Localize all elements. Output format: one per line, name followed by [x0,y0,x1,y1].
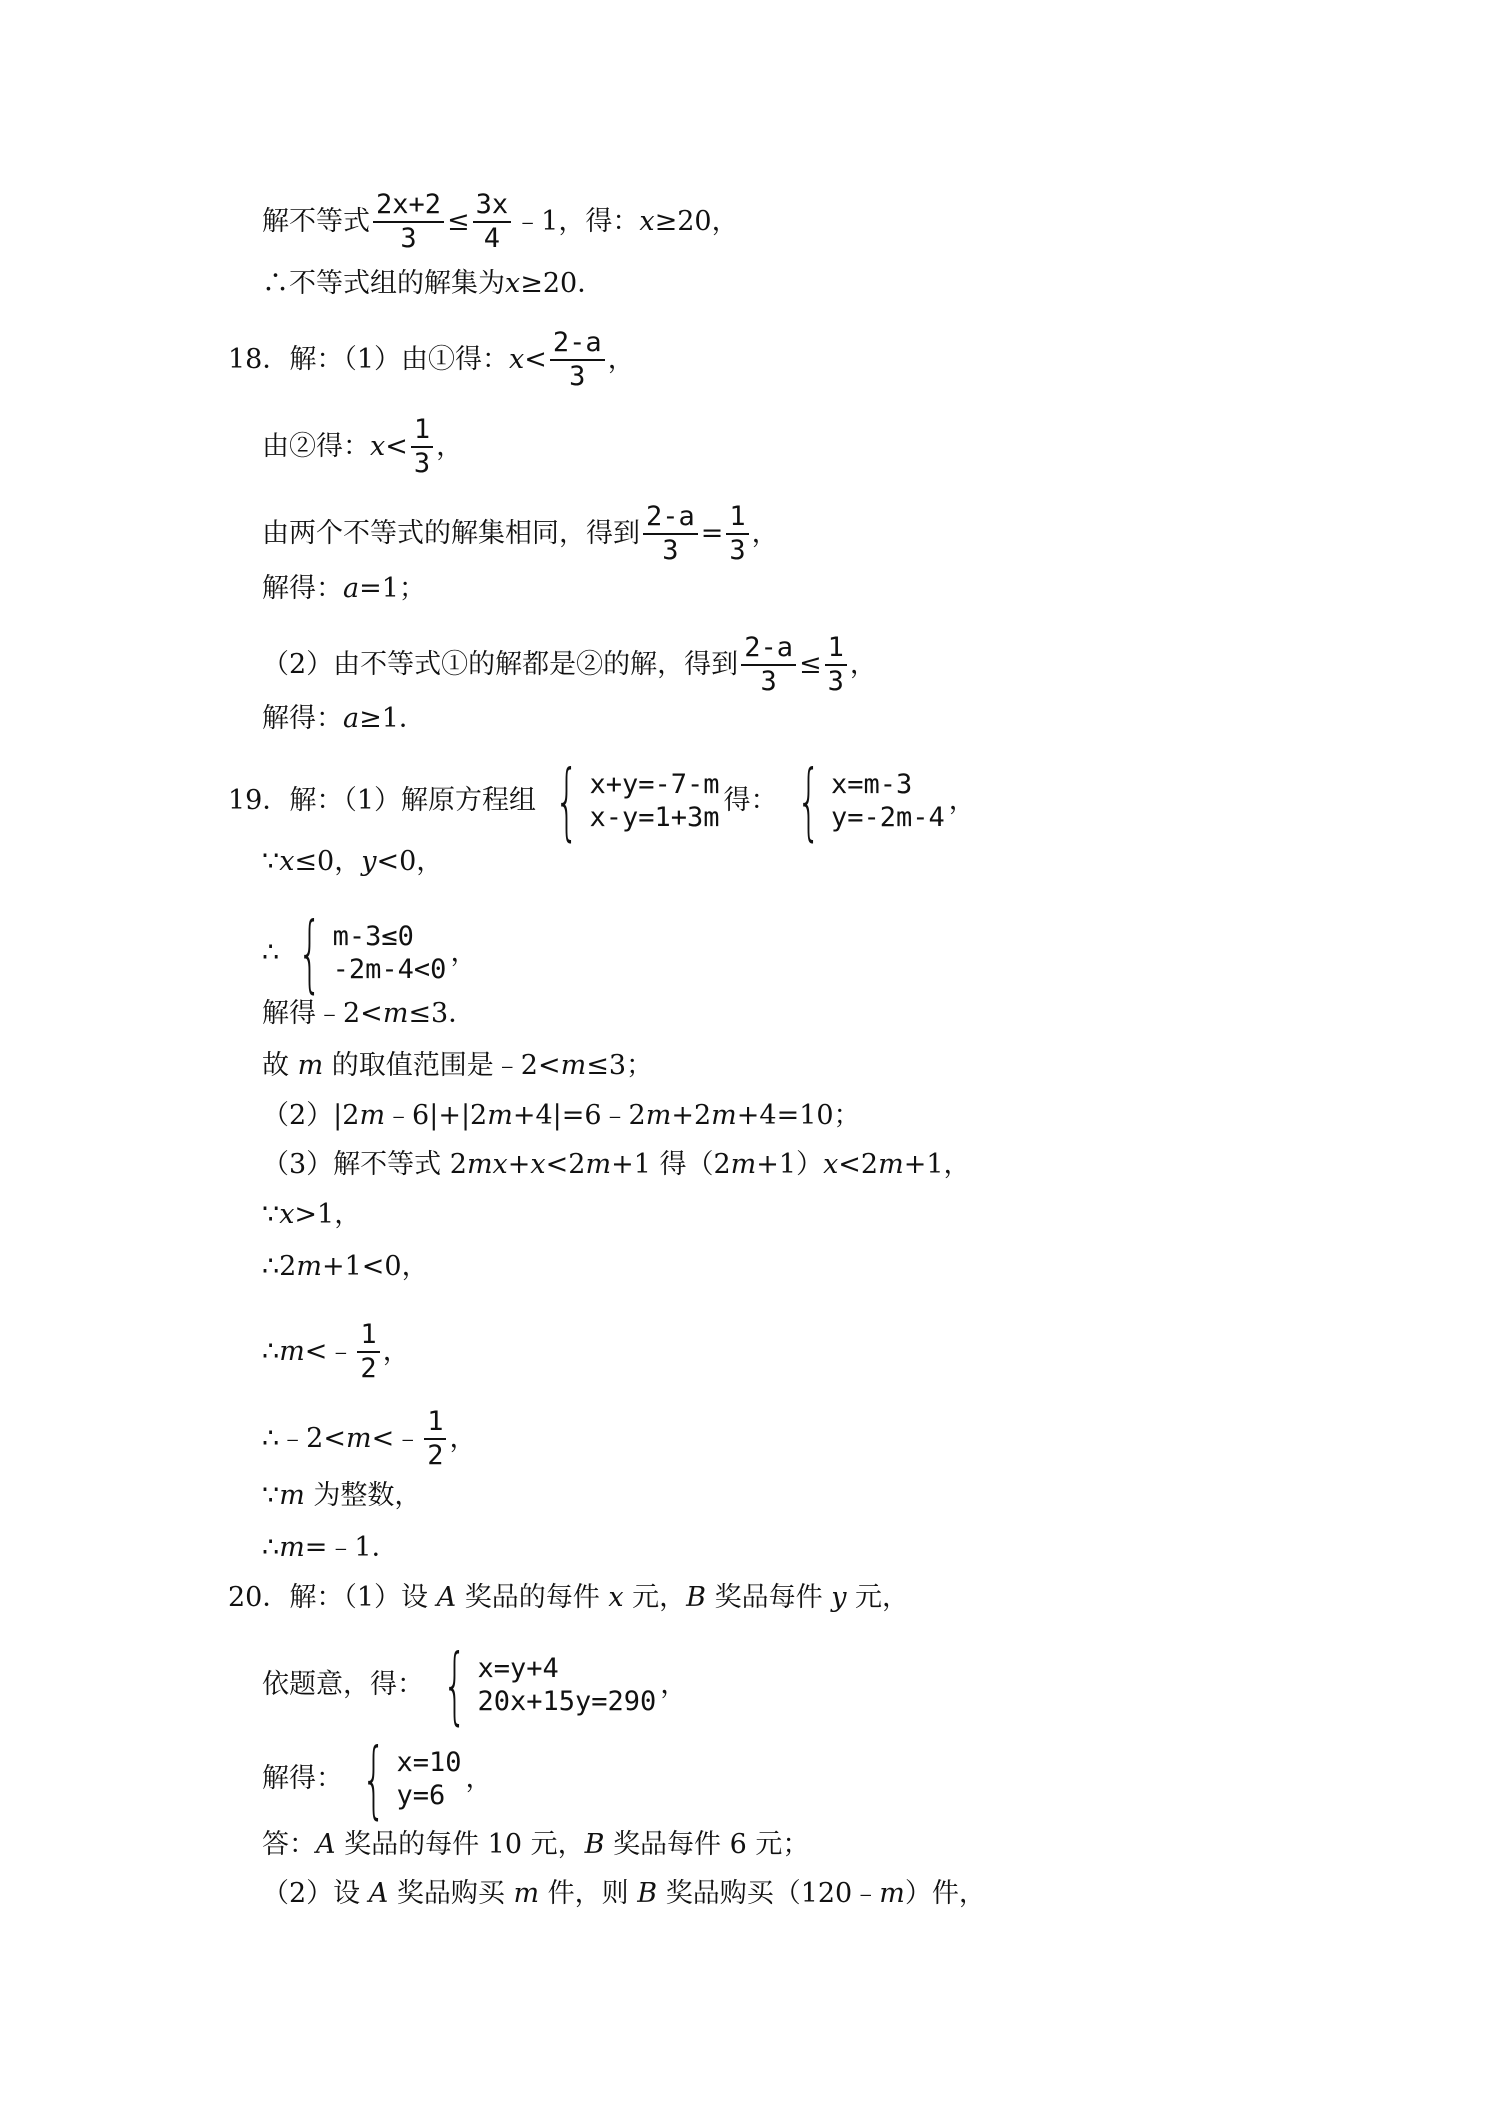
variable: A [436,1582,457,1613]
denominator: 3 [662,535,679,566]
question-19-line-10 [262,1320,410,1384]
question-19-line-2 [262,845,443,879]
text: ∴不等式组的解集为 [262,268,505,299]
question-19-line-1 [228,752,976,850]
denominator: 3 [760,666,777,697]
text: ， [465,1763,493,1794]
numerator: 2-a [741,633,796,666]
equation: y=6 [396,1780,446,1811]
text: +1） [756,1149,824,1180]
denominator: 4 [483,223,501,254]
text: 依题意，得： [262,1669,424,1700]
text: +2 [671,1100,712,1131]
variable: x [279,846,295,877]
variable: m [279,1480,305,1511]
variable: x [608,1582,624,1613]
question-20-line-5 [262,1877,986,1911]
text: ≤3． [408,998,476,1029]
variable: B [637,1878,658,1909]
equation: x=m-3 [831,769,913,800]
denominator: 3 [827,666,844,697]
variable: m [382,998,409,1029]
text: ， [450,937,478,968]
text: 解得﹣2< [262,998,383,1029]
variable: x [639,206,655,237]
denominator: 2 [427,1440,444,1471]
text: ≥20， [654,206,739,237]
variable: m [585,1149,612,1180]
denominator: 3 [569,361,586,392]
brace-icon: { [361,1730,386,1828]
text: =1； [359,573,426,604]
text: ， [436,431,464,462]
brace-icon: { [796,752,821,850]
variable: m [297,1050,324,1081]
inequality: -2m-4<0 [332,954,447,985]
text: （2）|2 [262,1100,360,1131]
question-19-line-12 [262,1479,421,1513]
variable: mx [466,1149,508,1180]
variable: x [509,344,525,375]
variable: m [645,1100,672,1131]
question-19-line-6 [262,1099,861,1133]
text: ∵ [262,1199,280,1230]
text: ﹣1，得： [514,206,640,237]
text: +1， [903,1149,971,1180]
text: 故 [262,1050,289,1081]
equation-system [782,752,945,850]
numerator: 1 [424,1407,446,1440]
variable: x [530,1149,546,1180]
text: 18．解：（1）由①得： [228,344,510,375]
question-20-line-4 [262,1828,809,1862]
numerator: 1 [411,415,433,448]
brace-icon: { [442,1636,467,1734]
numerator: 1 [726,502,748,535]
text: <0， [376,846,444,877]
numerator: 1 [357,1320,379,1353]
text: +1 得（2 [611,1149,731,1180]
inequality-system [283,904,447,1002]
text: <2 [838,1149,879,1180]
question-19-line-13 [262,1531,399,1565]
variable: m [560,1050,587,1081]
fraction [411,415,433,479]
text: ∴ [262,1532,280,1563]
variable: x [370,431,386,462]
operator: = [700,518,724,549]
equation-system [540,752,720,850]
fraction [373,190,444,254]
equation-system [428,1636,657,1734]
text: （2）由不等式①的解都是②的解，得到 [262,649,739,680]
question-20-line-3 [262,1730,493,1828]
variable: A [316,1829,336,1860]
text: 答： [262,1829,316,1860]
text: 得： [723,785,778,816]
brace-icon: { [297,904,322,1002]
text: 由两个不等式的解集相同，得到 [262,518,640,549]
variable: y [361,846,377,877]
text: 解得： [262,703,343,734]
text: ∴﹣2< [262,1423,346,1454]
text: （2）设 [262,1878,361,1909]
denominator: 3 [729,535,746,566]
equation: x+y=-7-m [589,769,720,800]
text: 奖品每件 6 元； [613,1829,810,1860]
numerator: 3x [473,190,512,223]
text: 奖品的每件 10 元， [344,1829,585,1860]
operator: < [524,344,547,375]
text: 为整数， [313,1480,422,1511]
question-18-line-5 [262,633,877,697]
variable: m [345,1423,372,1454]
text: ∴2 [262,1251,297,1282]
question-20-line-1 [228,1581,909,1615]
text: ）件， [904,1878,986,1909]
text: 解不等式 [262,206,370,237]
fraction [424,1407,446,1471]
fraction [726,502,748,566]
text: ， [607,344,635,375]
variable: A [368,1878,389,1909]
text: 解得： [262,1763,343,1794]
question-19-line-3 [262,904,478,1002]
solution-line [262,267,604,301]
variable: m [279,1336,305,1367]
question-19-line-11 [262,1407,476,1471]
text: 奖品每件 [714,1582,823,1613]
text: ， [948,785,976,816]
question-18-line-2 [262,415,463,479]
text: ∴ [262,937,280,968]
text: ∵ [262,1480,280,1511]
text: （3）解不等式 2 [262,1149,467,1180]
variable: a [343,573,360,604]
text: ﹣6|+|2 [385,1100,488,1131]
variable: m [730,1149,757,1180]
text: ≥1． [359,703,426,734]
question-18-line-6 [262,702,426,736]
variable: m [711,1100,737,1131]
fraction [825,633,847,697]
text: 20．解：（1）设 [228,1582,429,1613]
text: 元， [855,1582,910,1613]
fraction [473,190,512,254]
variable: x [823,1149,839,1180]
text: 解得： [262,573,343,604]
question-20-line-2 [262,1636,688,1734]
text: 的取值范围是﹣2< [331,1050,561,1081]
equation: x=y+4 [477,1653,559,1684]
variable: m [279,1532,305,1563]
variable: a [343,703,360,734]
question-18-line-3 [262,502,779,566]
operator: ≤ [798,649,822,680]
fraction [741,633,796,697]
text: ， [751,518,779,549]
equation: x-y=1+3m [589,802,720,833]
text: +4|=6﹣2 [512,1100,646,1131]
text: ∵ [262,846,280,877]
text: ∴ [262,1336,280,1367]
text: 由②得： [262,431,370,462]
text: + [507,1149,531,1180]
text: >1， [294,1199,362,1230]
fraction [357,1320,379,1384]
operator: ≤ [447,206,470,237]
text: ≤3； [586,1050,654,1081]
text: 奖品购买 [396,1878,505,1909]
fraction [550,328,605,392]
variable: m [879,1878,905,1909]
variable: m [513,1878,540,1909]
question-19-line-8 [262,1198,361,1232]
question-19-line-4 [262,997,475,1031]
variable: y [831,1582,847,1613]
text: 奖品购买（120﹣ [665,1878,880,1909]
text: ， [382,1336,410,1367]
denominator: 2 [360,1353,377,1384]
denominator: 3 [400,223,417,254]
question-19-line-9 [262,1250,429,1284]
text: 元， [632,1582,687,1613]
text: ， [660,1669,688,1700]
denominator: 3 [413,448,431,479]
text: +4=10； [736,1100,861,1131]
equation: y=-2m-4 [831,802,945,833]
text: ≤0， [294,846,362,877]
numerator: 1 [825,633,847,666]
text: ， [449,1423,477,1454]
text: <﹣ [304,1336,355,1367]
brace-icon: { [554,752,579,850]
solution-line [262,190,739,254]
variable: x [279,1199,295,1230]
text: <2 [545,1149,586,1180]
question-18-line-4 [262,572,426,606]
numerator: 2-a [550,328,605,361]
text: =﹣1． [304,1532,399,1563]
equation: x=10 [396,1747,462,1778]
question-19-line-5 [262,1049,653,1083]
variable: m [878,1149,904,1180]
numerator: 2x+2 [373,190,444,223]
variable: m [487,1100,513,1131]
variable: B [686,1582,706,1613]
variable: m [296,1251,322,1282]
fraction [643,502,698,566]
inequality: m-3≤0 [332,921,414,952]
text: <﹣ [371,1423,422,1454]
text: ≥20． [520,268,605,299]
variable: m [359,1100,386,1131]
text: ， [849,649,877,680]
numerator: 2-a [643,502,698,535]
text: 奖品的每件 [464,1582,600,1613]
operator: < [385,431,408,462]
variable: B [584,1829,605,1860]
text: 19．解：（1）解原方程组 [228,785,537,816]
text: +1<0， [321,1251,429,1282]
question-18-line-1 [228,328,635,392]
question-19-line-7 [262,1148,971,1182]
text: 件，则 [547,1878,629,1909]
equation: 20x+15y=290 [477,1686,657,1717]
variable: x [505,268,521,299]
equation-system [347,1730,462,1828]
